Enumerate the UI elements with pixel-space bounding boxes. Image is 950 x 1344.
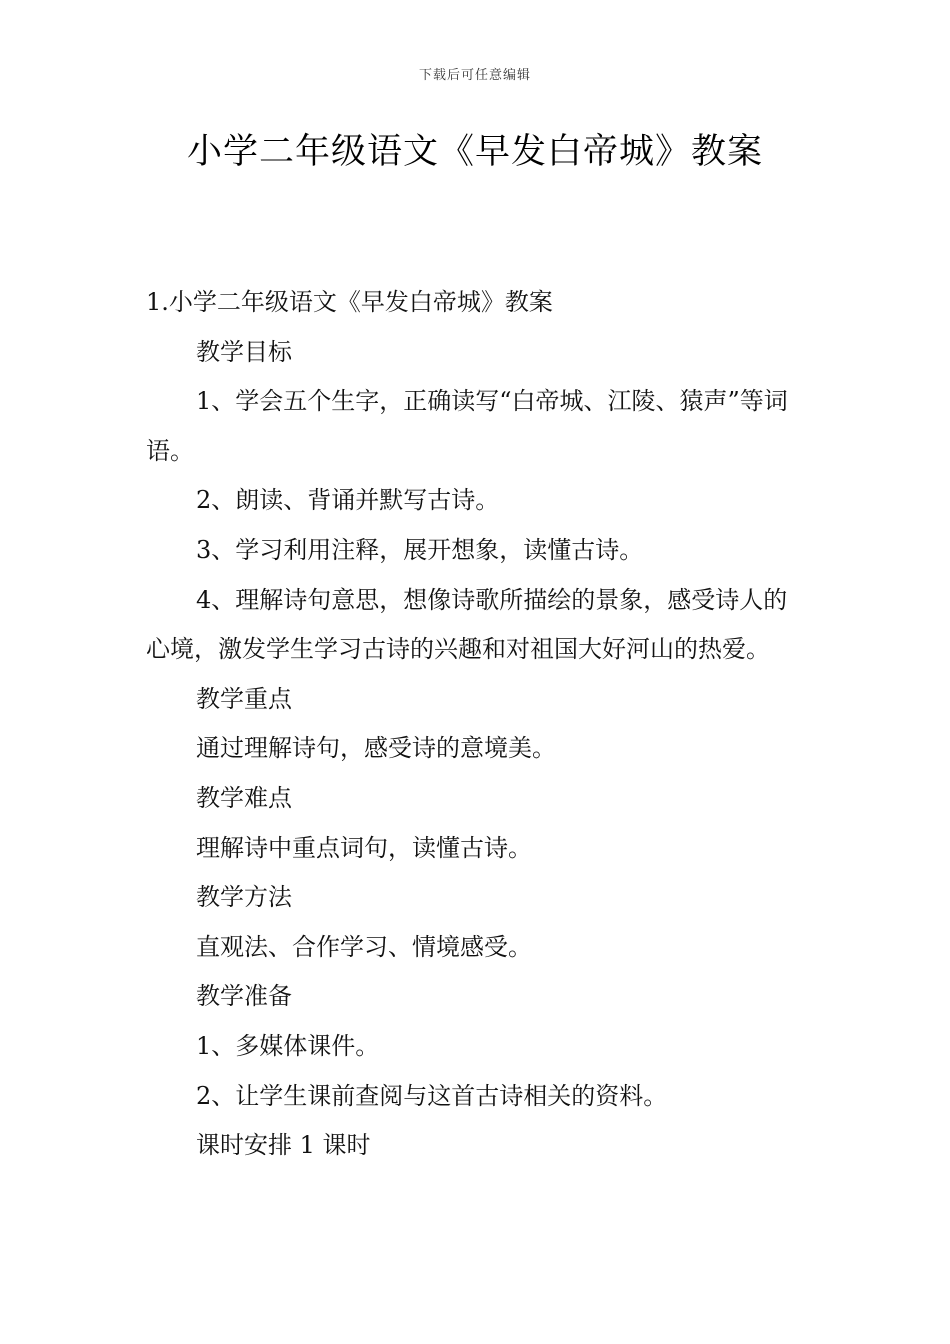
schedule-text: 课时安排 1 课时 — [196, 1131, 371, 1160]
preparation-item-1: 1、多媒体课件。 — [196, 1031, 380, 1060]
objective-item-4: 4、理解诗句意思，想像诗歌所描绘的景象，感受诗人的心境，激发学生学习古诗的兴趣和对祖国大好河山的热爱。 — [146, 585, 788, 664]
document-title: 小学二年级语文《早发白帝城》教案 — [186, 132, 763, 172]
objective-item-1: 1、学会五个生字，正确读写“白帝城、江陵、猿声”等词语。 — [146, 387, 788, 465]
preparation-item-2: 2、让学生课前查阅与这首古诗相关的资料。 — [196, 1081, 668, 1110]
objectives-heading: 教学目标 — [196, 337, 292, 366]
key-point-text: 通过理解诗句，感受诗的意境美。 — [196, 734, 556, 763]
method-heading: 教学方法 — [196, 883, 292, 912]
method-text: 直观法、合作学习、情境感受。 — [196, 932, 532, 961]
key-point-heading: 教学重点 — [196, 684, 292, 713]
document-body — [146, 278, 811, 1171]
section-heading: 1.小学二年级语文《早发白帝城》教案 — [146, 288, 553, 316]
difficulty-heading: 教学难点 — [196, 783, 292, 812]
header-note: 下载后可任意编辑 — [418, 68, 531, 83]
preparation-heading: 教学准备 — [196, 982, 292, 1011]
objective-item-2: 2、朗读、背诵并默写古诗。 — [196, 486, 500, 515]
difficulty-text: 理解诗中重点词句，读懂古诗。 — [196, 833, 532, 862]
objective-item-3: 3、学习利用注释，展开想象，读懂古诗。 — [196, 535, 644, 564]
